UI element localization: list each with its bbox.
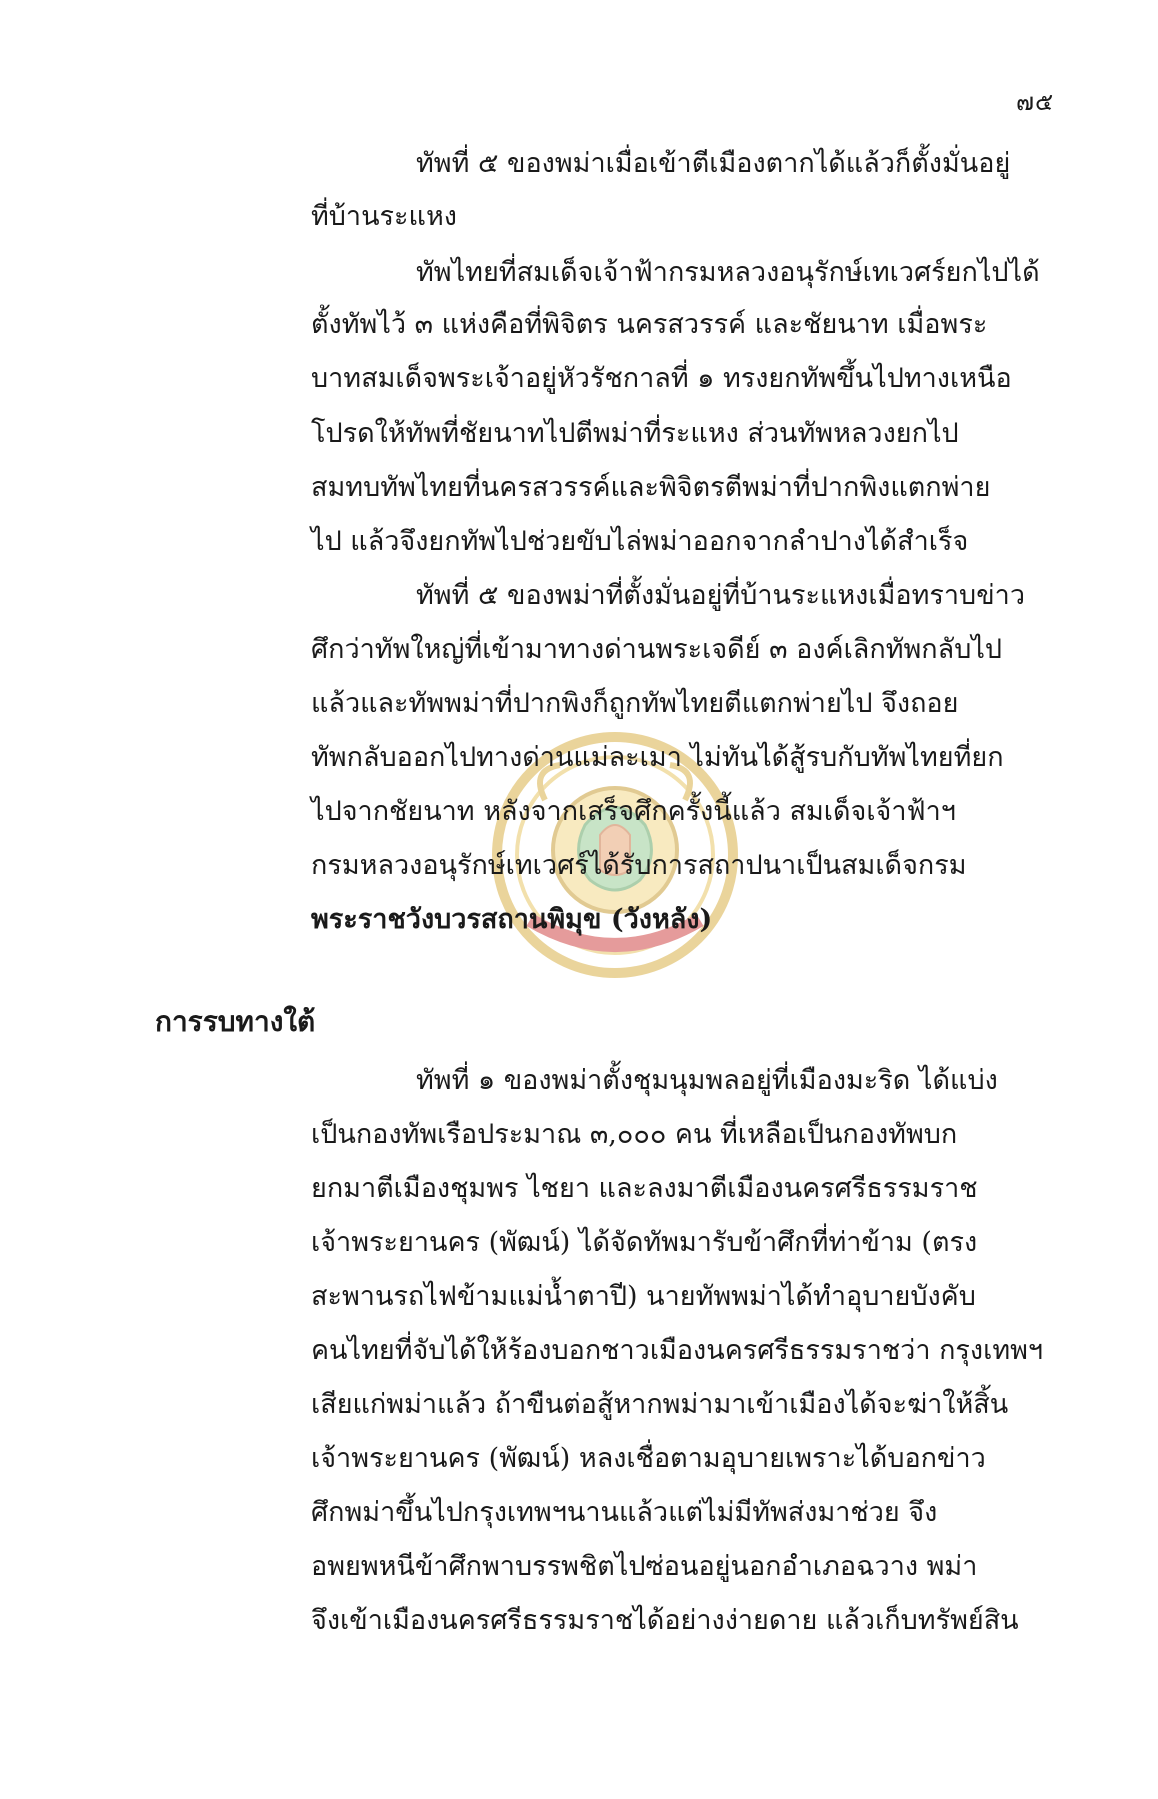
paragraph-line: ตั้งทัพไว้ ๓ แห่งคือที่พิจิตร นครสวรรค์ และชัยนาท เมื่อพระ	[311, 309, 988, 340]
paragraph-line: ไป แล้วจึงยกทัพไปช่วยขับไล่พม่าออกจากลำปางได้สำเร็จ	[311, 526, 969, 557]
paragraph-line: เป็นกองทัพเรือประมาณ ๓,๐๐๐ คน ที่เหลือเป็นกองทัพบก	[311, 1119, 958, 1150]
paragraph-line: แล้วและทัพพม่าที่ปากพิงก็ถูกทัพไทยตีแตกพ่ายไป จึงถอย	[311, 688, 959, 719]
paragraph-line: บาทสมเด็จพระเจ้าอยู่หัวรัชกาลที่ ๑ ทรงยกทัพขึ้นไปทางเหนือ	[311, 363, 1012, 394]
paragraph-line: กรมหลวงอนุรักษ์เทเวศร์ได้รับการสถาปนาเป็นสมเด็จกรม	[311, 850, 967, 881]
paragraph-line: ทัพที่ ๕ ของพม่าที่ตั้งมั่นอยู่ที่บ้านระแหงเมื่อทราบข่าว	[416, 580, 1025, 611]
paragraph-line: ทัพกลับออกไปทางด่านแม่ละเมา ไม่ทันได้สู้รบกับทัพไทยที่ยก	[311, 742, 1004, 773]
paragraph-line: สะพานรถไฟข้ามแม่น้ำตาปี) นายทัพพม่าได้ทำอุบายบังคับ	[311, 1281, 976, 1312]
paragraph-line: ศึกพม่าขึ้นไปกรุงเทพฯนานแล้วแต่ไม่มีทัพส่งมาช่วย จึง	[311, 1497, 938, 1528]
paragraph-line: ศึกว่าทัพใหญ่ที่เข้ามาทางด่านพระเจดีย์ ๓ องค์เลิกทัพกลับไป	[311, 634, 1003, 665]
paragraph-line: คนไทยที่จับได้ให้ร้องบอกชาวเมืองนครศรีธรรมราชว่า กรุงเทพฯ	[311, 1335, 1044, 1366]
paragraph-line: จึงเข้าเมืองนครศรีธรรมราชได้อย่างง่ายดาย แล้วเก็บทรัพย์สิน	[311, 1605, 1019, 1636]
paragraph-line: ทัพไทยที่สมเด็จเจ้าฟ้ากรมหลวงอนุรักษ์เทเวศร์ยกไปได้	[416, 257, 1040, 288]
paragraph-line: พระราชวังบวรสถานพิมุข (วังหลัง)	[311, 904, 713, 935]
paragraph-line: สมทบทัพไทยที่นครสวรรค์และพิจิตรตีพม่าที่ปากพิงแตกพ่าย	[311, 472, 991, 503]
paragraph-line: ไปจากชัยนาท หลังจากเสร็จศึกครั้งนี้แล้ว สมเด็จเจ้าฟ้าฯ	[311, 796, 956, 827]
page-number: ๗๕	[1016, 88, 1055, 116]
paragraph-line: เสียแก่พม่าแล้ว ถ้าขืนต่อสู้หากพม่ามาเข้าเมืองได้จะฆ่าให้สิ้น	[311, 1389, 1009, 1420]
paragraph-line: อพยพหนีข้าศึกพาบรรพชิตไปซ่อนอยู่นอกอำเภอฉวาง พม่า	[311, 1551, 978, 1582]
section-heading: การรบทางใต้	[155, 1005, 316, 1038]
paragraph-line: เจ้าพระยานคร (พัฒน์) หลงเชื่อตามอุบายเพราะได้บอกข่าว	[311, 1443, 986, 1474]
paragraph-line: เจ้าพระยานคร (พัฒน์) ได้จัดทัพมารับข้าศึกที่ท่าข้าม (ตรง	[311, 1227, 978, 1258]
paragraph-line: ทัพที่ ๑ ของพม่าตั้งชุมนุมพลอยู่ที่เมืองมะริด ได้แบ่ง	[416, 1065, 998, 1096]
paragraph-line: ทัพที่ ๕ ของพม่าเมื่อเข้าตีเมืองตากได้แล้วก็ตั้งมั่นอยู่	[416, 148, 1011, 179]
paragraph-line: โปรดให้ทัพที่ชัยนาทไปตีพม่าที่ระแหง ส่วนทัพหลวงยกไป	[311, 418, 959, 449]
paragraph-line: ยกมาตีเมืองชุมพร ไชยา และลงมาตีเมืองนครศรีธรรมราช	[311, 1173, 978, 1204]
paragraph-line: ที่บ้านระแหง	[311, 201, 457, 232]
